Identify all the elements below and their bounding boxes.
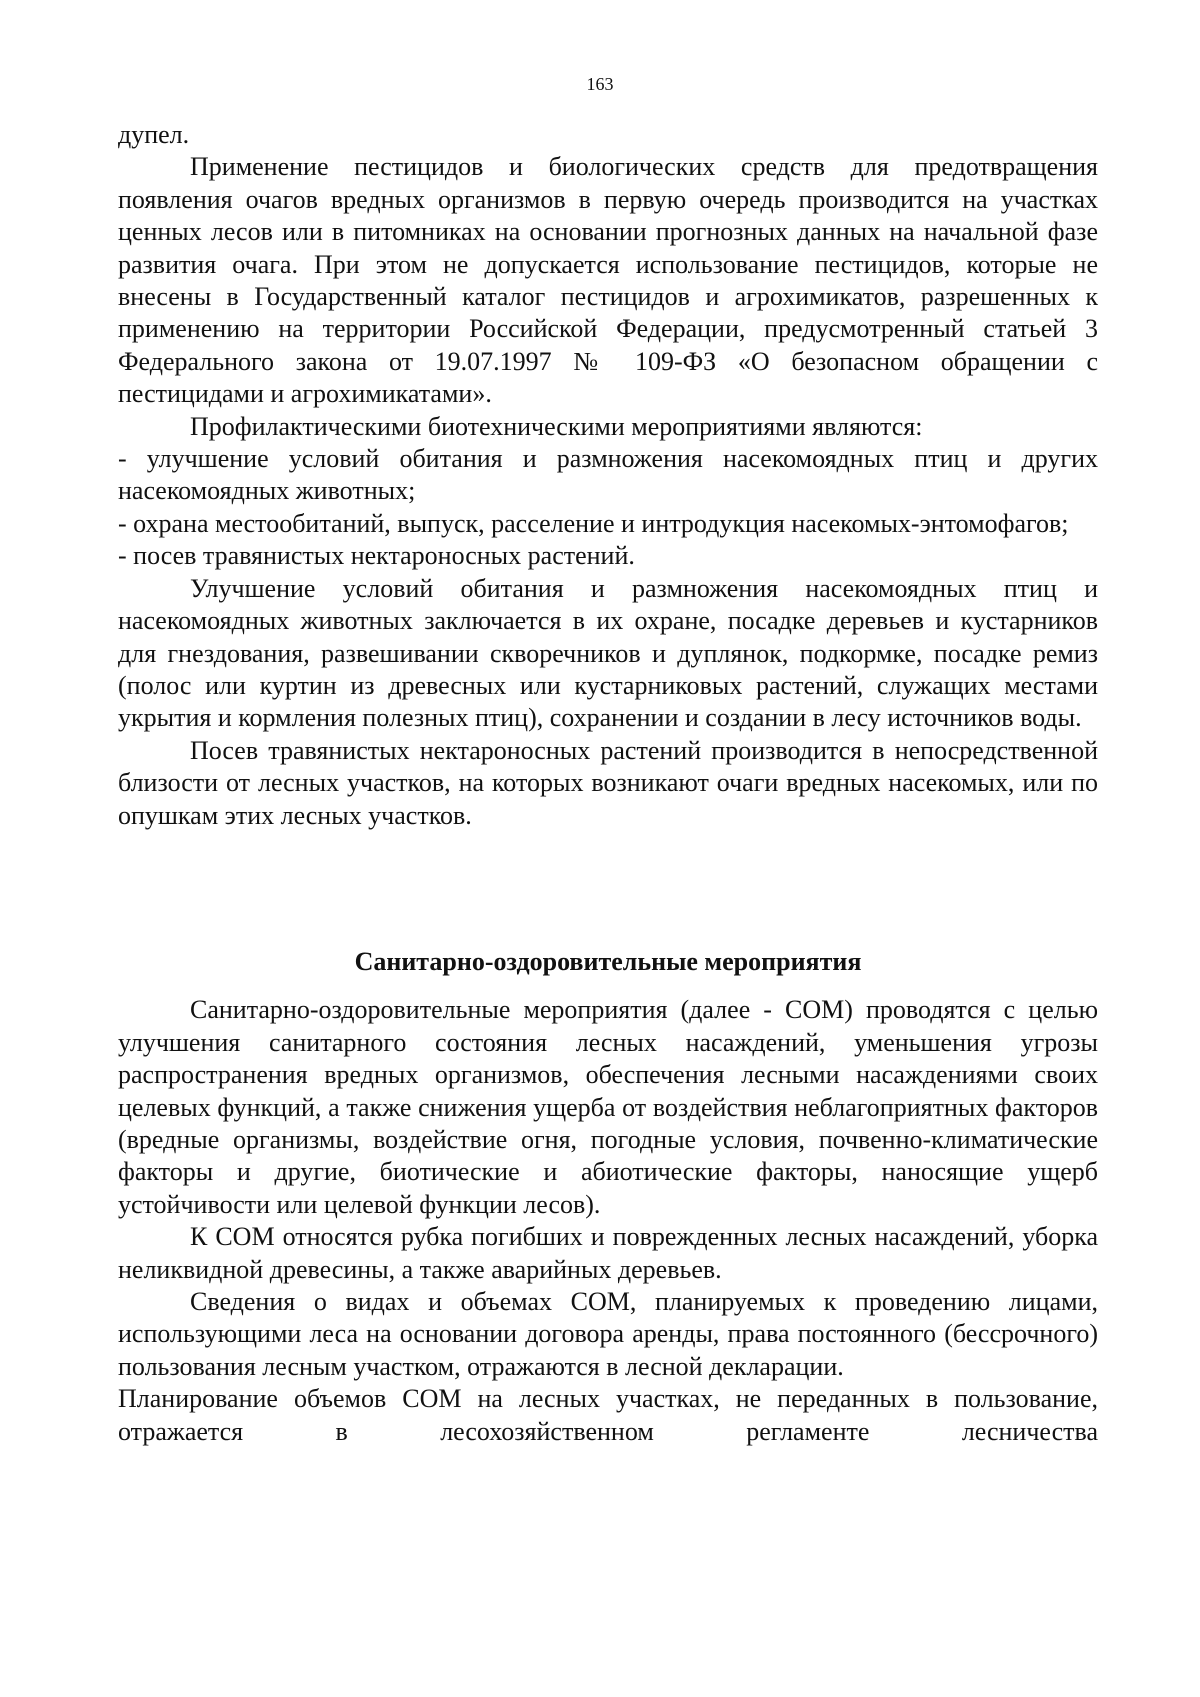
paragraph: дупел. [118,120,190,149]
paragraph: Профилактическими биотехническими мероприятиями являются: [190,411,923,441]
list-item: - посев травянистых нектароносных растений. [118,541,635,571]
paragraph: Сведения о видах и объемах СОМ, планируемых к проведению лицами, использующими леса на основании договора аренды, права постоянного (бессрочного) пользования лесным участком, отражаются в лесной декларации. [118,1287,1098,1381]
paragraph: Санитарно-оздоровительные мероприятия (далее - СОМ) проводятся с целью улучшения санитарного состояния лесных насаждений, уменьшения угрозы распространения вредных организмов, обеспечения лесными насаждениями своих целевых функций, а также снижения ущерба от воздействия неблагоприятных факторов (вредные организмы, воздействие огня, погодные условия, почвенно-климатические факторы и другие, биотические и абиотические факторы, наносящие ущерб устойчивости или целевой функции лесов). [118,995,1098,1219]
list-item: - улучшение условий обитания и размножения насекомоядных птиц и других насекомоядных животных; [118,444,1098,506]
page-number: 163 [586,74,614,94]
paragraph: Улучшение условий обитания и размножения насекомоядных птиц и насекомоядных животных заключается в их охране, посадке деревьев и кустарников для гнездования, развешивании скворечников и дуплянок, подкормке, посадке ремиз (полос или куртин из древесных или кустарниковых растений, служащих местами укрытия и кормления полезных птиц), сохранении и создании в лесу источников воды. [118,573,1098,733]
section-heading: Санитарно-оздоровительные мероприятия [354,946,862,976]
page-body [118,119,1098,1448]
paragraph: Посев травянистых нектароносных растений производится в непосредственной близости от лесных участков, на которых возникают очаги вредных насекомых, или по опушкам этих лесных участков. [118,735,1098,830]
paragraph: Применение пестицидов и биологических средств для предотвращения появления очагов вредных организмов в первую очередь производится на участках ценных лесов или в питомниках на основании прогнозных данных на начальной фазе развития очага. При этом не допускается использование пестицидов, которые не внесены в Государственный каталог пестицидов и агрохимикатов, разрешенных к применению на территории Российской Федерации, предусмотренный статьей 3 Федерального закона от 19.07.1997 № 109-ФЗ «О безопасном обращении с пестицидами и агрохимикатами». [118,152,1098,409]
paragraph: К СОМ относятся рубка погибших и поврежденных лесных насаждений, уборка неликвидной древесины, а также аварийных деревьев. [118,1222,1098,1284]
paragraph: Планирование объемов СОМ на лесных участках, не переданных в пользование, отражается в лесохозяйственном регламенте лесничества [118,1384,1098,1446]
list-item: - охрана местообитаний, выпуск, расселение и интродукция насекомых-энтомофагов; [118,508,1069,538]
